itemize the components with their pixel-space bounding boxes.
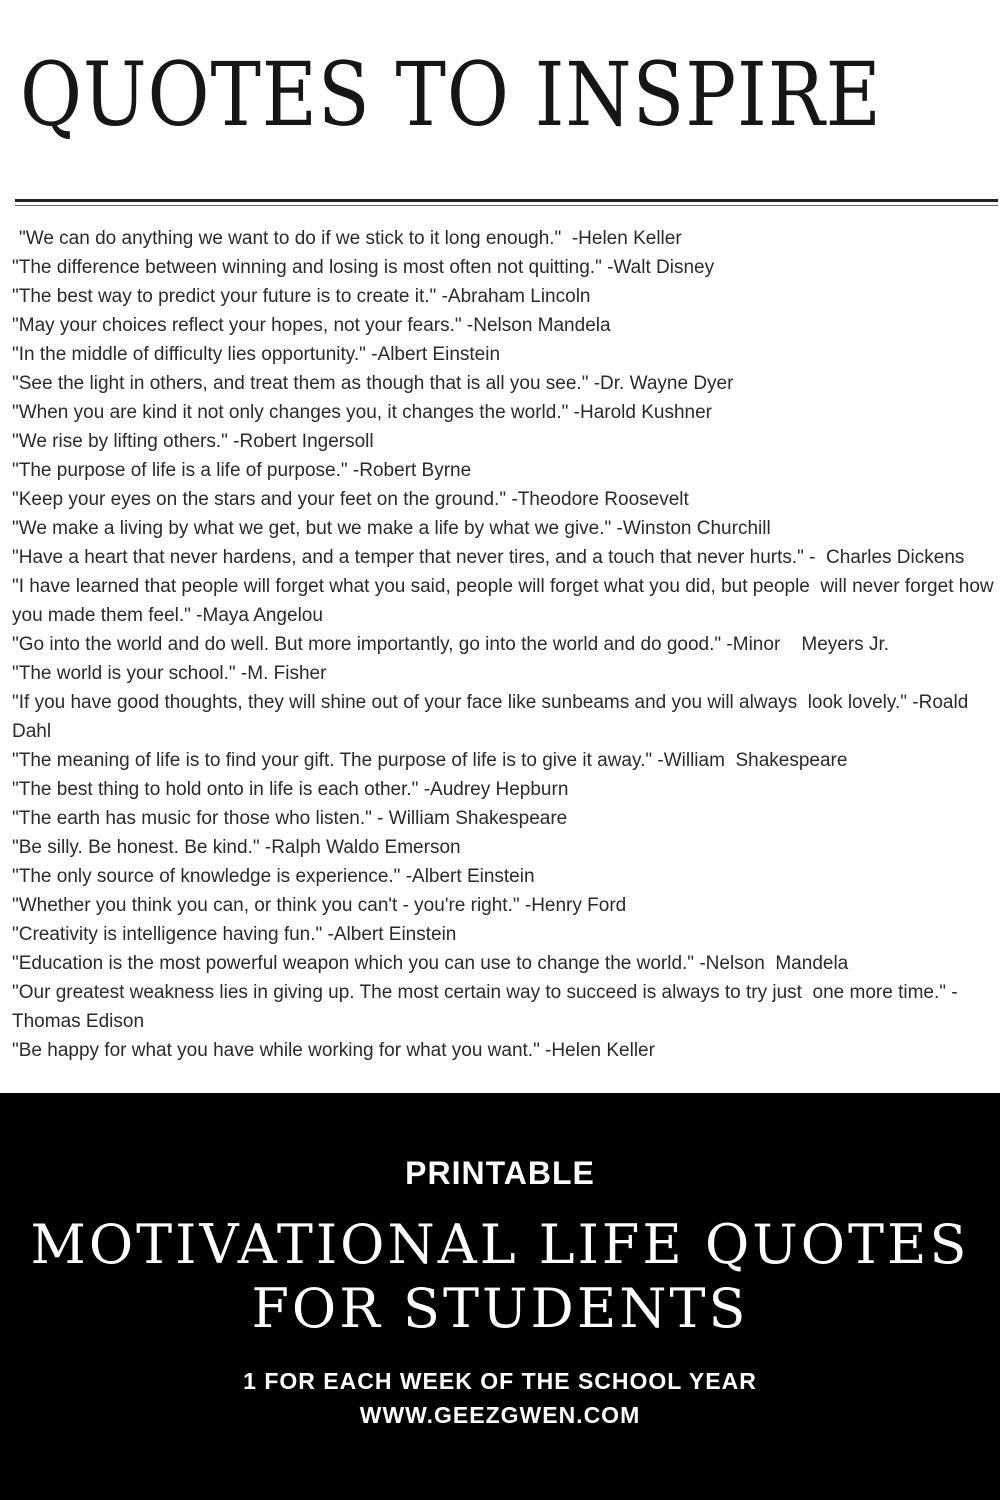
quote-item: "I have learned that people will forget what you said, people will forget what you did, but people will never forget how you made them feel." -Maya Angelou bbox=[12, 576, 999, 626]
website-link[interactable]: WWW.GEEZGWEN.COM bbox=[359, 1402, 641, 1428]
quote-item: "The world is your school." -M. Fisher bbox=[12, 663, 327, 684]
quote-item: "Keep your eyes on the stars and your feet on the ground." -Theodore Roosevelt bbox=[12, 489, 689, 510]
quote-item: "The best way to predict your future is to create it." -Abraham Lincoln bbox=[12, 286, 591, 307]
quote-item: "If you have good thoughts, they will shine out of your face like sunbeams and you will always look lovely." -Roald Dahl bbox=[12, 692, 974, 742]
quote-item: "See the light in others, and treat them as though that is all you see." -Dr. Wayne Dyer bbox=[12, 373, 734, 394]
quote-item: "In the middle of difficulty lies opportunity." -Albert Einstein bbox=[12, 344, 501, 365]
quote-item: "Go into the world and do well. But more importantly, go into the world and do good." -Minor Meyers Jr. bbox=[12, 634, 890, 655]
quote-item: "We rise by lifting others." -Robert Ingersoll bbox=[12, 431, 374, 452]
quote-item: "The meaning of life is to find your gift. The purpose of life is to give it away." -William Shakespeare bbox=[12, 750, 848, 771]
quote-item: "We can do anything we want to do if we stick to it long enough." -Helen Keller bbox=[19, 228, 682, 249]
quote-item: "The difference between winning and losing is most often not quitting." -Walt Disney bbox=[12, 257, 715, 278]
quote-item: "Our greatest weakness lies in giving up. The most certain way to succeed is always to try just one more time." -Thomas Edison bbox=[12, 982, 958, 1032]
promo-banner bbox=[0, 1093, 1000, 1500]
quote-item: "Whether you think you can, or think you can't - you're right." -Henry Ford bbox=[12, 895, 627, 916]
quote-item: "Education is the most powerful weapon which you can use to change the world." -Nelson Mandela bbox=[12, 953, 849, 974]
quote-item: "We make a living by what we get, but we make a life by what we give." -Winston Churchill bbox=[12, 518, 771, 539]
quote-item: "Creativity is intelligence having fun." -Albert Einstein bbox=[12, 924, 457, 945]
banner-headline-line1: MOTIVATIONAL LIFE QUOTES bbox=[30, 1213, 970, 1276]
quote-item: "The purpose of life is a life of purpose." -Robert Byrne bbox=[12, 460, 472, 481]
title-divider-thin bbox=[15, 205, 998, 206]
title-divider bbox=[15, 199, 998, 202]
quote-item: "Be happy for what you have while working for what you want." -Helen Keller bbox=[12, 1040, 655, 1061]
quote-item: "Have a heart that never hardens, and a temper that never tires, and a touch that never hurts." - Charles Dickens bbox=[12, 547, 965, 568]
quote-item: "The only source of knowledge is experience." -Albert Einstein bbox=[12, 866, 535, 887]
page-title: QUOTES TO INSPIRE bbox=[20, 43, 882, 146]
quote-list bbox=[12, 224, 999, 1065]
banner-headline-line2: FOR STUDENTS bbox=[251, 1277, 749, 1340]
quote-item: "The best thing to hold onto in life is each other." -Audrey Hepburn bbox=[12, 779, 569, 800]
quote-item: "The earth has music for those who listen." - William Shakespeare bbox=[12, 808, 568, 829]
banner-subtitle: 1 FOR EACH WEEK OF THE SCHOOL YEAR bbox=[243, 1368, 757, 1394]
quote-item: "When you are kind it not only changes you, it changes the world." -Harold Kushner bbox=[12, 402, 712, 423]
banner-headline bbox=[0, 1213, 1000, 1341]
quote-item: "Be silly. Be honest. Be kind." -Ralph Waldo Emerson bbox=[12, 837, 461, 858]
banner-kicker: PRINTABLE bbox=[405, 1155, 595, 1191]
quote-item: "May your choices reflect your hopes, not your fears." -Nelson Mandela bbox=[12, 315, 611, 336]
